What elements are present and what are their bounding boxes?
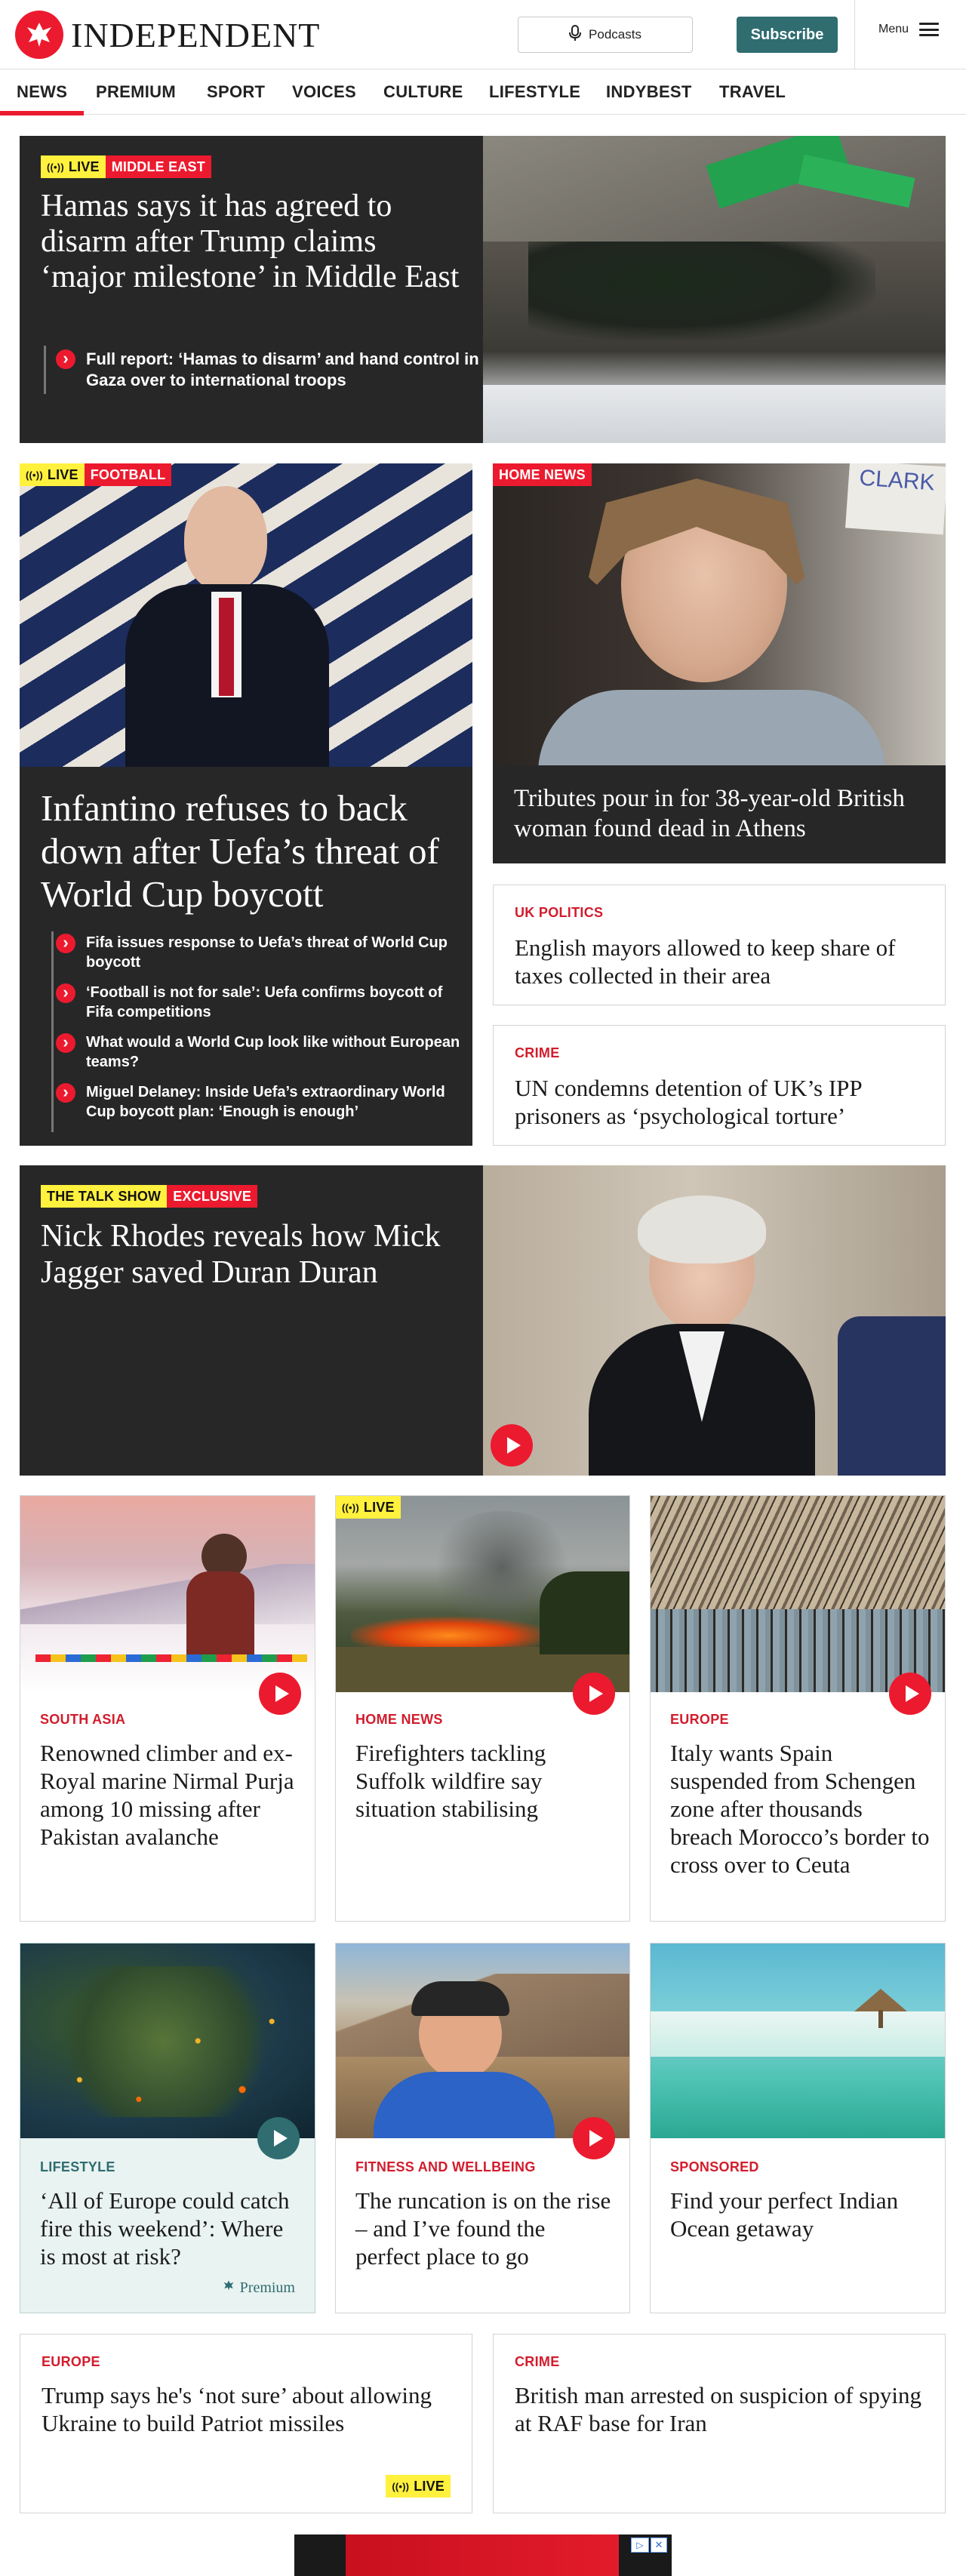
related-divider (51, 931, 54, 1132)
eagle-premium-icon (222, 2279, 235, 2297)
related-link[interactable]: › Fifa issues response to Uefa’s threat of World Cup boycott (56, 933, 463, 972)
header-divider (854, 0, 855, 69)
live-broadcast-icon: ((•)) (26, 469, 43, 481)
europe-map-image[interactable] (20, 1944, 315, 2138)
europe-fire-headline[interactable]: ‘All of Europe could catch fire this weekend’: Where is most at risk? (40, 2187, 290, 2270)
wildfire-image[interactable] (336, 1496, 630, 1692)
live-badge (386, 2475, 451, 2498)
football-story-card[interactable] (20, 463, 472, 1146)
europe-fire-story-card[interactable] (20, 1943, 315, 2313)
story-kicker[interactable]: FITNESS AND WELLBEING (355, 2159, 536, 2174)
podcasts-label: Podcasts (589, 27, 641, 42)
story-kicker[interactable]: CRIME (515, 2354, 560, 2369)
microphone-icon (569, 25, 581, 45)
hero-tags (41, 155, 211, 178)
hero-image[interactable] (483, 136, 946, 443)
live-broadcast-icon: ((•)) (342, 1501, 359, 1513)
related-link[interactable]: › Full report: ‘Hamas to disarm’ and hand control in Gaza over to international troops (56, 349, 486, 391)
premium-label: Premium (239, 2279, 295, 2296)
raf-spying-headline[interactable]: British man arrested on suspicion of spying at RAF base for Iran (515, 2382, 921, 2436)
close-icon[interactable]: ✕ (651, 2538, 667, 2553)
mayors-story-card[interactable] (493, 885, 946, 1005)
hamburger-icon (919, 23, 939, 36)
related-link[interactable]: › ‘Football is not for sale’: Uefa confirms boycott of Fifa competitions (56, 983, 463, 1022)
live-badge (336, 1496, 401, 1519)
story-kicker[interactable]: SPONSORED (670, 2159, 759, 2174)
sign-text: CLARK (858, 465, 936, 496)
mayors-headline[interactable]: English mayors allowed to keep share of taxes collected in their area (515, 934, 896, 989)
live-label: LIVE (68, 158, 100, 174)
story-kicker[interactable]: SOUTH ASIA (40, 1712, 126, 1727)
nav-item-voices[interactable]: VOICES (292, 82, 356, 101)
menu-button[interactable] (878, 23, 939, 36)
story-kicker[interactable]: EUROPE (42, 2354, 100, 2369)
story-kicker[interactable]: EUROPE (670, 1712, 729, 1727)
patriot-headline[interactable]: Trump says he's ‘not sure’ about allowing Ukraine to build Patriot missiles (42, 2382, 432, 2436)
logo-wordmark: INDEPENDENT (71, 15, 321, 54)
related-link[interactable]: › What would a World Cup look like without European teams? (56, 1033, 463, 1072)
main-nav (0, 69, 966, 115)
story-kicker[interactable]: CRIME (515, 1045, 560, 1060)
indian-ocean-image[interactable] (651, 1944, 946, 2138)
ceuta-headline[interactable]: Italy wants Spain suspended from Schengen zone after thousands breach Morocco’s border to cross over to Ceuta (670, 1740, 930, 1878)
indian-ocean-story-card[interactable] (650, 1943, 946, 2313)
athens-image[interactable] (493, 463, 946, 765)
live-broadcast-icon: ((•)) (47, 161, 64, 173)
play-icon[interactable] (491, 1424, 533, 1467)
live-badge (20, 463, 85, 486)
exclusive-tag: EXCLUSIVE (167, 1185, 257, 1208)
story-kicker[interactable]: HOME NEWS (355, 1712, 443, 1727)
nav-item-news[interactable]: NEWS (17, 69, 67, 115)
subscribe-button[interactable]: Subscribe (737, 17, 838, 53)
advertisement-banner[interactable] (294, 2534, 672, 2576)
football-related-list (56, 933, 463, 1132)
live-label: LIVE (363, 1499, 395, 1515)
talkshow-headline[interactable]: Nick Rhodes reveals how Mick Jagger saved Duran Duran (41, 1219, 441, 1290)
section-tag: HOME NEWS (493, 463, 592, 486)
nick-rhodes-image[interactable] (483, 1165, 946, 1476)
related-divider (44, 346, 46, 394)
wildfire-tags (336, 1496, 401, 1519)
live-label: LIVE (47, 466, 78, 482)
live-badge (41, 155, 106, 178)
section-tag: MIDDLE EAST (106, 155, 211, 178)
nav-item-indybest[interactable]: INDYBEST (606, 82, 692, 101)
talkshow-tags (41, 1185, 257, 1208)
podcasts-button[interactable] (518, 17, 693, 53)
athens-tags (493, 463, 592, 486)
football-tags (20, 463, 171, 486)
sign-image (845, 463, 946, 534)
nav-item-travel[interactable]: TRAVEL (719, 82, 786, 101)
raf-spying-story-card[interactable] (493, 2334, 946, 2513)
site-header (0, 0, 966, 69)
wildfire-story-card[interactable] (335, 1495, 630, 1922)
runcation-headline[interactable]: The runcation is on the rise – and I’ve found the perfect place to go (355, 2187, 611, 2270)
infantino-image[interactable] (20, 463, 472, 767)
story-kicker[interactable]: LIFESTYLE (40, 2159, 115, 2174)
climber-image[interactable] (20, 1496, 315, 1692)
runcation-image[interactable] (336, 1944, 630, 2138)
patriot-tags (386, 2475, 451, 2498)
eagle-logo-icon (15, 11, 63, 59)
live-label: LIVE (414, 2478, 445, 2494)
show-tag: THE TALK SHOW (41, 1185, 167, 1208)
nav-item-culture[interactable]: CULTURE (383, 82, 463, 101)
adchoices-icon[interactable]: ▷ (631, 2538, 649, 2553)
wildfire-headline[interactable]: Firefighters tackling Suffolk wildfire say situation stabilising (355, 1740, 546, 1822)
athens-story-card[interactable] (493, 463, 946, 863)
menu-label: Menu (878, 23, 909, 35)
premium-badge (222, 2279, 295, 2297)
football-headline[interactable]: Infantino refuses to back down after Uefa’s threat of World Cup boycott (41, 787, 439, 915)
hero-headline[interactable]: Hamas says it has agreed to disarm after Trump claims ‘major milestone’ in Middle East (41, 189, 460, 294)
hero-related-list (56, 349, 486, 399)
play-icon[interactable] (259, 1673, 301, 1715)
hero-story-card[interactable] (20, 136, 946, 443)
runcation-story-card[interactable] (335, 1943, 630, 2313)
nav-item-sport[interactable]: SPORT (207, 82, 266, 101)
ipp-story-card[interactable] (493, 1025, 946, 1146)
athens-headline[interactable]: Tributes pour in for 38-year-old British woman found dead in Athens (514, 785, 905, 842)
related-link[interactable]: › Miguel Delaney: Inside Uefa’s extraordinary World Cup boycott plan: ‘Enough is enough’ (56, 1082, 463, 1122)
patriot-story-card[interactable] (20, 2334, 472, 2513)
indian-ocean-headline[interactable]: Find your perfect Indian Ocean getaway (670, 2187, 899, 2242)
climber-headline[interactable]: Renowned climber and ex-Royal marine Nirmal Purja among 10 missing after Pakistan avalanche (40, 1740, 294, 1850)
ceuta-image[interactable] (651, 1496, 946, 1692)
climber-story-card[interactable] (20, 1495, 315, 1922)
talkshow-story-card[interactable] (20, 1165, 946, 1476)
play-icon[interactable] (573, 1673, 615, 1715)
site-logo[interactable] (15, 11, 320, 59)
ceuta-story-card[interactable] (650, 1495, 946, 1922)
nav-item-premium[interactable]: PREMIUM (96, 82, 176, 101)
play-icon[interactable] (257, 2117, 300, 2159)
ipp-headline[interactable]: UN condemns detention of UK’s IPP prisoners as ‘psychological torture’ (515, 1075, 862, 1129)
nav-item-lifestyle[interactable]: LIFESTYLE (489, 82, 581, 101)
story-kicker[interactable]: UK POLITICS (515, 905, 604, 920)
play-icon[interactable] (889, 1673, 931, 1715)
live-broadcast-icon: ((•)) (392, 2480, 410, 2492)
play-icon[interactable] (573, 2117, 615, 2159)
section-tag: FOOTBALL (85, 463, 172, 486)
